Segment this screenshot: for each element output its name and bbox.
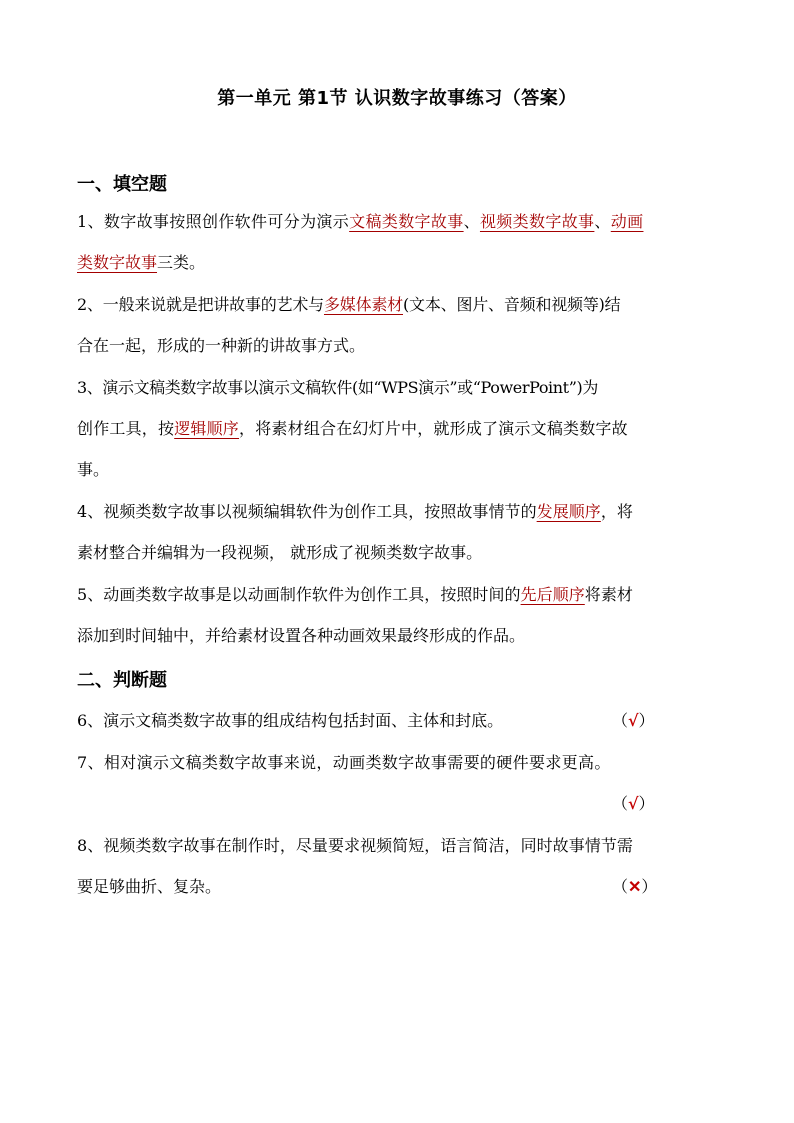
q4-text-mid: ，将 — [600, 502, 633, 521]
cross-mark-icon: ✕ — [628, 877, 642, 896]
q1-text: 1、数字故事按照创作软件可分为演示 — [77, 212, 350, 231]
question-5 — [77, 574, 719, 656]
q2-text-line2: 合在一起，形成的一种新的讲故事方式。 — [77, 336, 366, 355]
q5-text-line2: 添加到时间轴中，并给素材设置各种动画效果最终形成的作品。 — [77, 626, 526, 645]
question-6: 6、演示文稿类数字故事的组成结构包括封面、主体和封底。 — [77, 711, 504, 730]
paren-close: ） — [641, 877, 658, 896]
q1-answer-1: 文稿类数字故事 — [349, 212, 464, 231]
q1-sep-1: 、 — [463, 212, 480, 231]
q4-text: 4、视频类数字故事以视频编辑软件为创作工具，按照故事情节的 — [77, 502, 537, 521]
q1-answer-3a: 动画 — [610, 212, 644, 231]
q4-text-line2: 素材整合并编辑为一段视频， 就形成了视频类数字故事。 — [77, 543, 483, 562]
q8-answer-box — [612, 874, 657, 897]
question-4 — [77, 491, 719, 573]
q1-sep-2: 、 — [594, 212, 611, 231]
q2-text: 2、一般来说就是把讲故事的艺术与 — [77, 295, 324, 314]
q4-answer-1: 发展顺序 — [536, 502, 601, 521]
q1-answer-3b: 类数字故事 — [77, 253, 158, 272]
paren-open: （ — [612, 711, 629, 730]
q6-answer-box — [612, 708, 655, 731]
page-title: 第一单元 第1节 认识数字故事练习（答案） — [217, 88, 577, 109]
q3-answer-1: 逻辑顺序 — [174, 419, 240, 438]
question-3 — [77, 367, 719, 490]
q3-text: 创作工具，按 — [77, 419, 175, 438]
paren-close: ） — [638, 794, 655, 813]
q5-text: 5、动画类数字故事是以动画制作软件为创作工具，按照时间的 — [77, 585, 521, 604]
check-mark-icon: √ — [628, 711, 639, 730]
q7-answer-box — [612, 791, 655, 814]
q3-text-line3: 事。 — [77, 460, 110, 479]
q3-text-mid: ，将素材组合在幻灯片中，就形成了演示文稿类数字故 — [239, 419, 628, 438]
question-1 — [77, 201, 719, 283]
section-heading-judge: 二、判断题 — [77, 670, 167, 691]
q2-text-mid: (文本、图片、音频和视频等)结 — [403, 295, 621, 314]
q1-text-end: 三类。 — [157, 253, 206, 272]
paren-close: ） — [638, 711, 655, 730]
check-mark-icon: √ — [628, 794, 639, 813]
question-2 — [77, 284, 719, 366]
q2-answer-1: 多媒体素材 — [323, 295, 403, 314]
paren-open: （ — [612, 794, 629, 813]
paren-open: （ — [612, 877, 629, 896]
question-7: 7、相对演示文稿类数字故事来说，动画类数字故事需要的硬件要求更高。 — [77, 753, 611, 772]
q1-answer-2: 视频类数字故事 — [479, 212, 595, 231]
question-8: 8、视频类数字故事在制作时，尽量要求视频简短，语言简洁，同时故事情节需 — [77, 836, 633, 855]
section-heading-fill: 一、填空题 — [77, 174, 167, 195]
q5-text-mid: 将素材 — [584, 585, 633, 604]
q5-answer-1: 先后顺序 — [520, 585, 585, 604]
q3-text-line1: 3、演示文稿类数字故事以演示文稿软件(如“WPS演示”或“PowerPoint”)为 — [77, 378, 598, 397]
question-8-line2: 要足够曲折、复杂。 — [77, 877, 222, 896]
